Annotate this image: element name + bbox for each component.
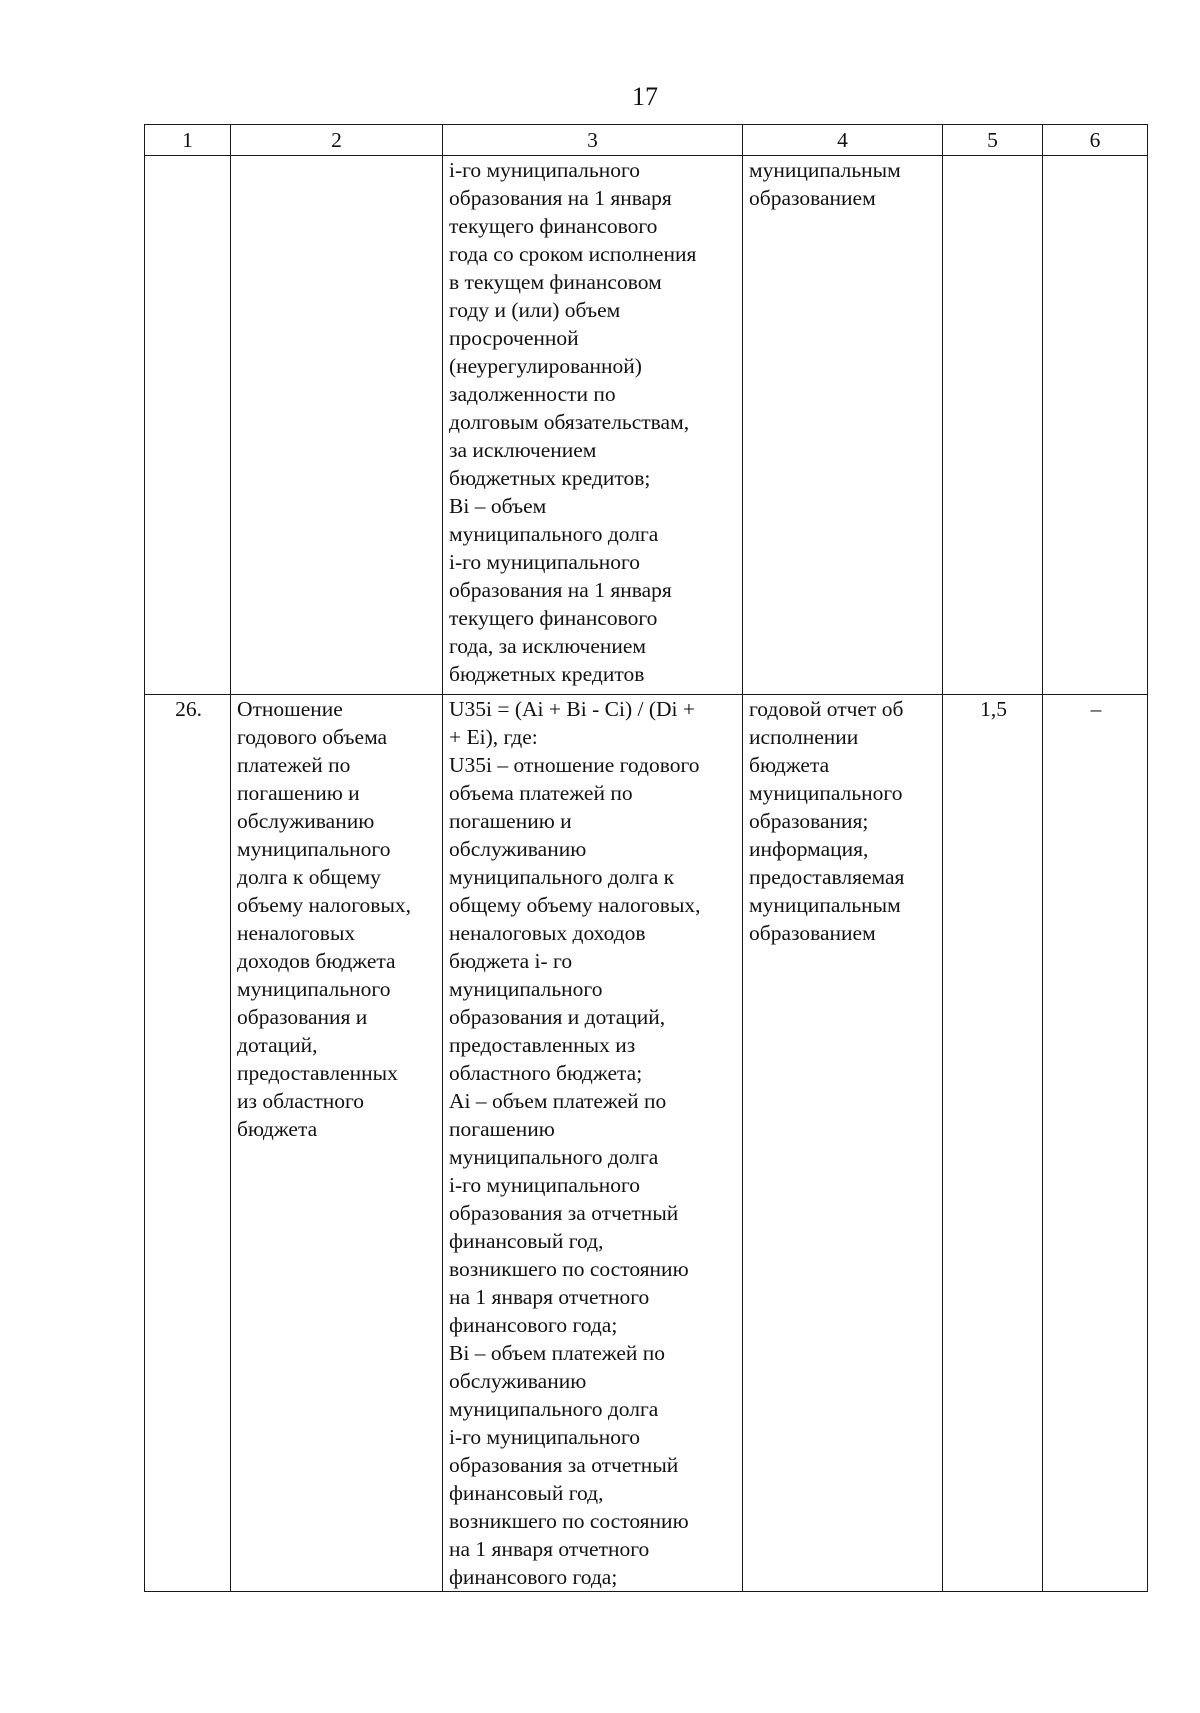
cell-text-line: обслуживанию <box>237 809 375 833</box>
column-header: 5 <box>943 125 1043 156</box>
column6-cell <box>1043 156 1148 695</box>
cell-text-line: финансовый год, <box>449 1481 604 1505</box>
cell-text-line: обслуживанию <box>449 1369 587 1393</box>
cell-text-line: года со сроком исполнения <box>449 242 697 266</box>
column-header: 4 <box>743 125 943 156</box>
cell-text-line: U35i – отношение годового <box>449 753 700 777</box>
cell-text-line: образованием <box>749 186 876 210</box>
cell-text-line: финансового года; <box>449 1313 618 1337</box>
cell-text-line: неналоговых <box>237 921 356 945</box>
indicator-name-cell <box>231 695 443 1592</box>
cell-text-line: муниципального долга <box>449 1145 659 1169</box>
cell-text-line: муниципального <box>237 837 391 861</box>
cell-text-line: в текущем финансовом <box>449 270 662 294</box>
value-cell: 1,5 <box>943 695 1043 1592</box>
cell-text-line: Отношение <box>237 697 343 721</box>
cell-text-line: областного бюджета; <box>449 1061 643 1085</box>
cell-text-line: объема платежей по <box>449 781 633 805</box>
cell-text-line: + Ei), где: <box>449 725 538 749</box>
cell-text-line: долговым обязательствам, <box>449 410 690 434</box>
cell-text-line: возникшего по состоянию <box>449 1257 689 1281</box>
cell-text-line: Ai – объем платежей по <box>449 1089 667 1113</box>
cell-text-line: образования за отчетный <box>449 1453 679 1477</box>
cell-text-line: года, за исключением <box>449 634 647 658</box>
cell-text-line: возникшего по состоянию <box>449 1509 689 1533</box>
cell-text-line: годовой отчет об <box>749 697 904 721</box>
row-number-cell: 26. <box>145 695 231 1592</box>
cell-text-line: i-го муниципального <box>449 1425 640 1449</box>
cell-text-line: дотаций, <box>237 1033 318 1057</box>
cell-text-line: U35i = (Ai + Bi - Ci) / (Di + <box>449 697 695 721</box>
cell-text-line: муниципального долга <box>449 1397 659 1421</box>
cell-text-line: образования; <box>749 809 869 833</box>
row-number-cell <box>145 156 231 695</box>
indicators-table <box>144 124 1148 1592</box>
cell-text-line: образования за отчетный <box>449 1201 679 1225</box>
cell-text-line: предоставленных из <box>449 1033 636 1057</box>
cell-text-line: муниципального <box>449 977 603 1001</box>
cell-text-line: Bi – объем <box>449 494 547 518</box>
cell-text-line: общему объему налоговых, <box>449 893 701 917</box>
value-cell <box>943 156 1043 695</box>
column-header: 3 <box>443 125 743 156</box>
cell-text-line: муниципального <box>749 781 903 805</box>
cell-text-line: на 1 января отчетного <box>449 1285 650 1309</box>
cell-text-line: исполнении <box>749 725 859 749</box>
cell-text-line: доходов бюджета <box>237 949 396 973</box>
formula-cell <box>443 695 743 1592</box>
cell-text-line: i-го муниципального <box>449 158 640 182</box>
cell-text-line: погашению и <box>449 809 572 833</box>
cell-text-line: обслуживанию <box>449 837 587 861</box>
cell-text-line: образованием <box>749 921 876 945</box>
cell-text-line: i-го муниципального <box>449 1173 640 1197</box>
table-row <box>145 156 1148 695</box>
cell-text-line: задолженности по <box>449 382 616 406</box>
column-header: 1 <box>145 125 231 156</box>
cell-text-line: финансовый год, <box>449 1229 604 1253</box>
cell-text-line: (неурегулированной) <box>449 354 642 378</box>
indicator-name-cell <box>231 156 443 695</box>
source-cell <box>743 695 943 1592</box>
source-cell <box>743 156 943 695</box>
formula-cell <box>443 156 743 695</box>
column-header: 6 <box>1043 125 1148 156</box>
cell-text-line: предоставленных <box>237 1061 398 1085</box>
cell-text-line: муниципальным <box>749 893 901 917</box>
cell-text-line: погашению <box>449 1117 555 1141</box>
column-header: 2 <box>231 125 443 156</box>
table-row <box>145 695 1148 1592</box>
cell-text-line: долга к общему <box>237 865 381 889</box>
cell-text-line: i-го муниципального <box>449 550 640 574</box>
cell-text-line: текущего финансового <box>449 606 658 630</box>
cell-text-line: финансового года; <box>449 1565 618 1589</box>
cell-text-line: муниципального <box>237 977 391 1001</box>
cell-text-line: бюджетных кредитов <box>449 662 645 686</box>
column6-cell: – <box>1043 695 1148 1592</box>
cell-text-line: предоставляемая <box>749 865 905 889</box>
page-number: 17 <box>632 82 658 111</box>
table-header-row <box>145 125 1148 156</box>
cell-text-line: платежей по <box>237 753 351 777</box>
cell-text-line: муниципального долга к <box>449 865 675 889</box>
cell-text-line: образования и <box>237 1005 368 1029</box>
cell-text-line: на 1 января отчетного <box>449 1537 650 1561</box>
cell-text-line: годового объема <box>237 725 388 749</box>
cell-text-line: бюджета <box>749 753 830 777</box>
cell-text-line: текущего финансового <box>449 214 658 238</box>
cell-text-line: объему налоговых, <box>237 893 412 917</box>
cell-text-line: погашению и <box>237 781 360 805</box>
cell-text-line: просроченной <box>449 326 579 350</box>
cell-text-line: муниципальным <box>749 158 901 182</box>
cell-text-line: году и (или) объем <box>449 298 621 322</box>
cell-text-line: бюджета i- го <box>449 949 573 973</box>
cell-text-line: образования на 1 января <box>449 186 672 210</box>
cell-text-line: образования на 1 января <box>449 578 672 602</box>
cell-text-line: из областного <box>237 1089 365 1113</box>
cell-text-line: бюджетных кредитов; <box>449 466 651 490</box>
cell-text-line: Bi – объем платежей по <box>449 1341 666 1365</box>
cell-text-line: информация, <box>749 837 869 861</box>
cell-text-line: образования и дотаций, <box>449 1005 666 1029</box>
cell-text-line: за исключением <box>449 438 597 462</box>
cell-text-line: бюджета <box>237 1117 318 1141</box>
cell-text-line: муниципального долга <box>449 522 659 546</box>
cell-text-line: неналоговых доходов <box>449 921 646 945</box>
